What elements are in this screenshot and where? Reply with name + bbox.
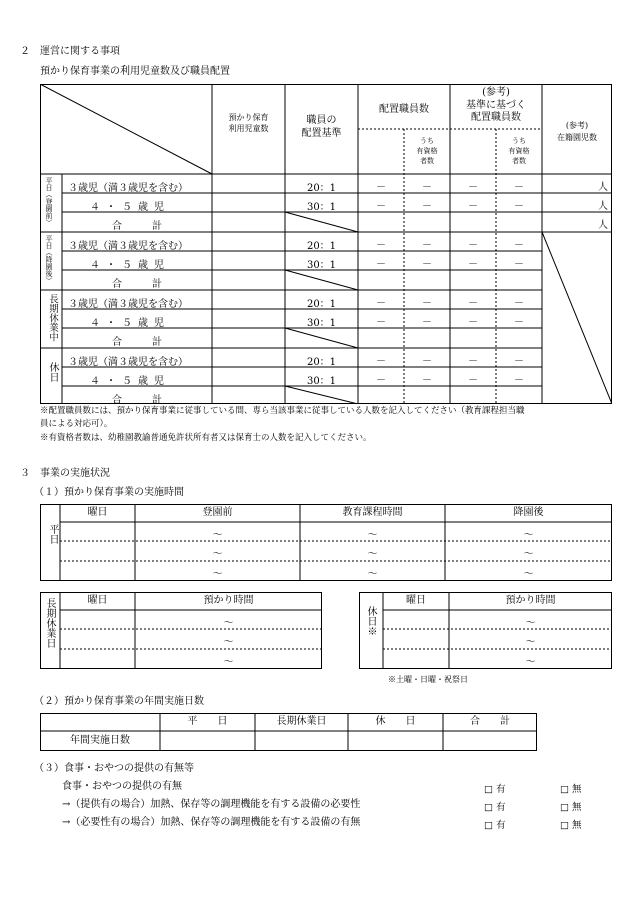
q2-yes-checkbox[interactable]: □ 有 bbox=[484, 802, 506, 813]
weekday-tilde-r0-c1: ～ bbox=[367, 530, 378, 541]
row-label-age3-holiday: ３歳児（満３歳児を含む） bbox=[68, 357, 188, 368]
unit-weekday-before-r2: 人 bbox=[598, 220, 608, 231]
weekday-tilde-r1-c0: ～ bbox=[212, 549, 223, 560]
ratio-age45-long-vacation: 30：1 bbox=[306, 318, 337, 329]
dash-weekday-after-r1-c0: － bbox=[376, 259, 386, 270]
ratio-age3-holiday: 20：1 bbox=[306, 357, 337, 368]
header-ref-line1: (参考) bbox=[482, 87, 510, 98]
dash-long-vacation-r0-c1: － bbox=[422, 298, 432, 309]
ratio-age45-weekday-after: 30：1 bbox=[306, 260, 337, 271]
header-qualified-2 bbox=[496, 136, 542, 166]
row-label-age3-long-vacation: ３歳児（満３歳児を含む） bbox=[68, 299, 188, 310]
dash-weekday-before-r0-c0: － bbox=[376, 182, 386, 193]
dash-long-vacation-r0-c0: － bbox=[376, 298, 386, 309]
header-qualified-2-l3: 者数 bbox=[512, 157, 526, 165]
header-qualified-1-l3: 者数 bbox=[420, 157, 434, 165]
long-col-hours: 預かり時間 bbox=[203, 595, 254, 606]
holiday-col-hours: 預かり時間 bbox=[505, 595, 556, 606]
row-label-age45-holiday: ４・５歳児 bbox=[90, 376, 170, 387]
dash-weekday-before-r0-c3: － bbox=[514, 182, 524, 193]
col-before: 登園前 bbox=[202, 507, 233, 518]
header-ref-staff bbox=[450, 87, 542, 125]
dash-weekday-before-r0-c1: － bbox=[422, 182, 432, 193]
group-label-long-vacation: 長期休業中 bbox=[47, 294, 58, 342]
col-class: 教育課程時間 bbox=[342, 507, 403, 518]
long-vacation-table bbox=[40, 592, 322, 669]
dash-weekday-before-r1-c0: － bbox=[376, 201, 386, 212]
row-label-age3-weekday-after: ３歳児（満３歳児を含む） bbox=[68, 241, 188, 252]
weekday-tilde-r0-c2: ～ bbox=[523, 530, 534, 541]
q3-yes-checkbox[interactable]: □ 有 bbox=[484, 820, 506, 831]
holiday-tilde-r2: ～ bbox=[525, 657, 536, 668]
dash-weekday-before-r0-c2: － bbox=[468, 182, 478, 193]
annual-header-total: 合 計 bbox=[470, 716, 510, 727]
col-after: 降園後 bbox=[513, 507, 544, 518]
dash-weekday-before-r1-c1: － bbox=[422, 201, 432, 212]
header-standard-line2: 配置基準 bbox=[301, 128, 342, 139]
weekday-tilde-r0-c0: ～ bbox=[212, 530, 223, 541]
holiday-col-day: 曜日 bbox=[406, 595, 426, 606]
dash-weekday-after-r0-c0: － bbox=[376, 240, 386, 251]
group-label-weekday-before: 平日（登園前） bbox=[45, 177, 53, 226]
section2-heading: ２ 運営に関する事項 bbox=[20, 46, 120, 57]
meal-q1: 食事・おやつの提供の有無 bbox=[62, 781, 182, 792]
header-qualified-1-l1: うち bbox=[420, 137, 434, 145]
section3-sub2: （２）預かり保育事業の年間実施日数 bbox=[34, 696, 204, 707]
staffing-table bbox=[40, 84, 612, 404]
section2-subheading: 預かり保育事業の利用児童数及び職員配置 bbox=[40, 66, 230, 77]
section3-sub3: （３）食事・おやつの提供の有無等 bbox=[34, 763, 194, 774]
row-label-age3-weekday-before: ３歳児（満３歳児を含む） bbox=[68, 183, 188, 194]
dash-holiday-r0-c3: － bbox=[514, 356, 524, 367]
weekday-tilde-r2-c1: ～ bbox=[367, 569, 378, 580]
section3-heading: ３ 事業の実施状況 bbox=[20, 468, 110, 479]
weekday-hours-table bbox=[40, 504, 612, 581]
header-staff: 配置職員数 bbox=[379, 104, 429, 115]
unit-weekday-before-r0: 人 bbox=[598, 182, 608, 193]
group-label-holiday: 休日 bbox=[47, 362, 58, 382]
dash-weekday-before-r1-c3: － bbox=[514, 201, 524, 212]
long-tilde-r1: ～ bbox=[223, 637, 234, 648]
header-qualified-1-l2: 有資格 bbox=[416, 147, 438, 155]
meal-q2: →（提供有の場合）加熱、保存等の調理機能を有する設備の必要性 bbox=[62, 799, 361, 810]
header-enrolled-l2: 在籍園児数 bbox=[557, 133, 597, 142]
ratio-age3-long-vacation: 20：1 bbox=[306, 299, 337, 310]
annual-row-label: 年間実施日数 bbox=[70, 735, 130, 746]
header-ref-line3: 配置職員数 bbox=[471, 112, 521, 123]
long-tilde-r0: ～ bbox=[223, 618, 234, 629]
row-label-age45-weekday-after: ４・５歳児 bbox=[90, 260, 170, 271]
dash-holiday-r1-c2: － bbox=[468, 375, 478, 386]
dash-long-vacation-r0-c2: － bbox=[468, 298, 478, 309]
header-children-line1: 預かり保育 bbox=[228, 113, 269, 122]
row-label-total-weekday-before: 合 計 bbox=[112, 221, 162, 232]
header-qualified-1 bbox=[404, 136, 450, 166]
annual-days-table bbox=[40, 713, 537, 751]
dash-holiday-r1-c3: － bbox=[514, 375, 524, 386]
holiday-note: ※土曜・日曜・祝祭日 bbox=[388, 675, 468, 684]
dash-long-vacation-r1-c2: － bbox=[468, 317, 478, 328]
weekday-tilde-r2-c0: ～ bbox=[212, 569, 223, 580]
row-label-total-holiday: 合 計 bbox=[112, 395, 162, 406]
header-children-line2: 利用児童数 bbox=[228, 124, 269, 133]
holiday-table bbox=[359, 592, 612, 669]
dash-weekday-after-r1-c1: － bbox=[422, 259, 432, 270]
dash-long-vacation-r1-c1: － bbox=[422, 317, 432, 328]
group-label-weekday-after: 平日（降園後） bbox=[45, 235, 53, 284]
holiday-tilde-r0: ～ bbox=[525, 618, 536, 629]
dash-weekday-before-r1-c2: － bbox=[468, 201, 478, 212]
header-ref-line2: 基準に基づく bbox=[466, 99, 526, 111]
header-enrolled bbox=[542, 120, 612, 144]
ratio-age3-weekday-before: 20：1 bbox=[306, 183, 337, 194]
annual-header-weekday: 平 日 bbox=[187, 716, 228, 727]
annual-header-long: 長期休業日 bbox=[276, 716, 327, 727]
row-label-total-weekday-after: 合 計 bbox=[112, 279, 162, 290]
weekday-tilde-r1-c2: ～ bbox=[523, 549, 534, 560]
dash-long-vacation-r0-c3: － bbox=[514, 298, 524, 309]
dash-holiday-r0-c2: － bbox=[468, 356, 478, 367]
note-1b: 員による対応可）。 bbox=[40, 419, 113, 429]
header-qualified-2-l2: 有資格 bbox=[508, 147, 530, 155]
dash-holiday-r0-c1: － bbox=[422, 356, 432, 367]
long-vacation-label: 長期休業日 bbox=[44, 598, 55, 648]
dash-weekday-after-r0-c1: － bbox=[422, 240, 432, 251]
holiday-label: 休日※ bbox=[365, 606, 376, 636]
col-day: 曜日 bbox=[87, 507, 108, 518]
header-children bbox=[212, 112, 285, 134]
holiday-tilde-r1: ～ bbox=[525, 637, 536, 648]
annual-header-holiday: 休 日 bbox=[375, 716, 416, 727]
weekday-tilde-r2-c2: ～ bbox=[523, 569, 534, 580]
ratio-age3-weekday-after: 20：1 bbox=[306, 241, 337, 252]
dash-long-vacation-r1-c3: － bbox=[514, 317, 524, 328]
dash-holiday-r1-c0: － bbox=[376, 375, 386, 386]
q3-no-checkbox[interactable]: □ 無 bbox=[560, 820, 582, 831]
header-standard-line1: 職員の bbox=[306, 115, 337, 126]
weekday-label: 平日 bbox=[47, 524, 58, 544]
q2-no-checkbox[interactable]: □ 無 bbox=[560, 802, 582, 813]
weekday-tilde-r1-c1: ～ bbox=[367, 549, 378, 560]
dash-long-vacation-r1-c0: － bbox=[376, 317, 386, 328]
unit-weekday-before-r1: 人 bbox=[598, 201, 608, 212]
long-tilde-r2: ～ bbox=[223, 657, 234, 668]
ratio-age45-weekday-before: 30：1 bbox=[306, 202, 337, 213]
q1-no-checkbox[interactable]: □ 無 bbox=[560, 784, 582, 795]
row-label-total-long-vacation: 合 計 bbox=[112, 337, 162, 348]
header-enrolled-l1: (参考) bbox=[565, 121, 589, 130]
q1-yes-checkbox[interactable]: □ 有 bbox=[484, 784, 506, 795]
header-standard bbox=[285, 114, 358, 140]
row-label-age45-weekday-before: ４・５歳児 bbox=[90, 202, 170, 213]
dash-weekday-after-r0-c3: － bbox=[514, 240, 524, 251]
note-1: ※配置職員数には、預かり保育事業に従事している間、専ら当該事業に従事している人数を記入してください（教育課程担当職 bbox=[40, 406, 525, 416]
meal-q3: →（必要性有の場合）加熱、保存等の調理機能を有する設備の有無 bbox=[62, 817, 361, 828]
dash-weekday-after-r1-c3: － bbox=[514, 259, 524, 270]
ratio-age45-holiday: 30：1 bbox=[306, 376, 337, 387]
dash-weekday-after-r0-c2: － bbox=[468, 240, 478, 251]
row-label-age45-long-vacation: ４・５歳児 bbox=[90, 318, 170, 329]
dash-weekday-after-r1-c2: － bbox=[468, 259, 478, 270]
dash-holiday-r1-c1: － bbox=[422, 375, 432, 386]
header-qualified-2-l1: うち bbox=[512, 137, 526, 145]
long-col-day: 曜日 bbox=[87, 595, 108, 606]
section3-sub1: （１）預かり保育事業の実施時間 bbox=[34, 487, 184, 498]
note-2: ※有資格者数は、幼稚園教諭普通免許状所有者又は保育士の人数を記入してください。 bbox=[40, 433, 372, 443]
dash-holiday-r0-c0: － bbox=[376, 356, 386, 367]
